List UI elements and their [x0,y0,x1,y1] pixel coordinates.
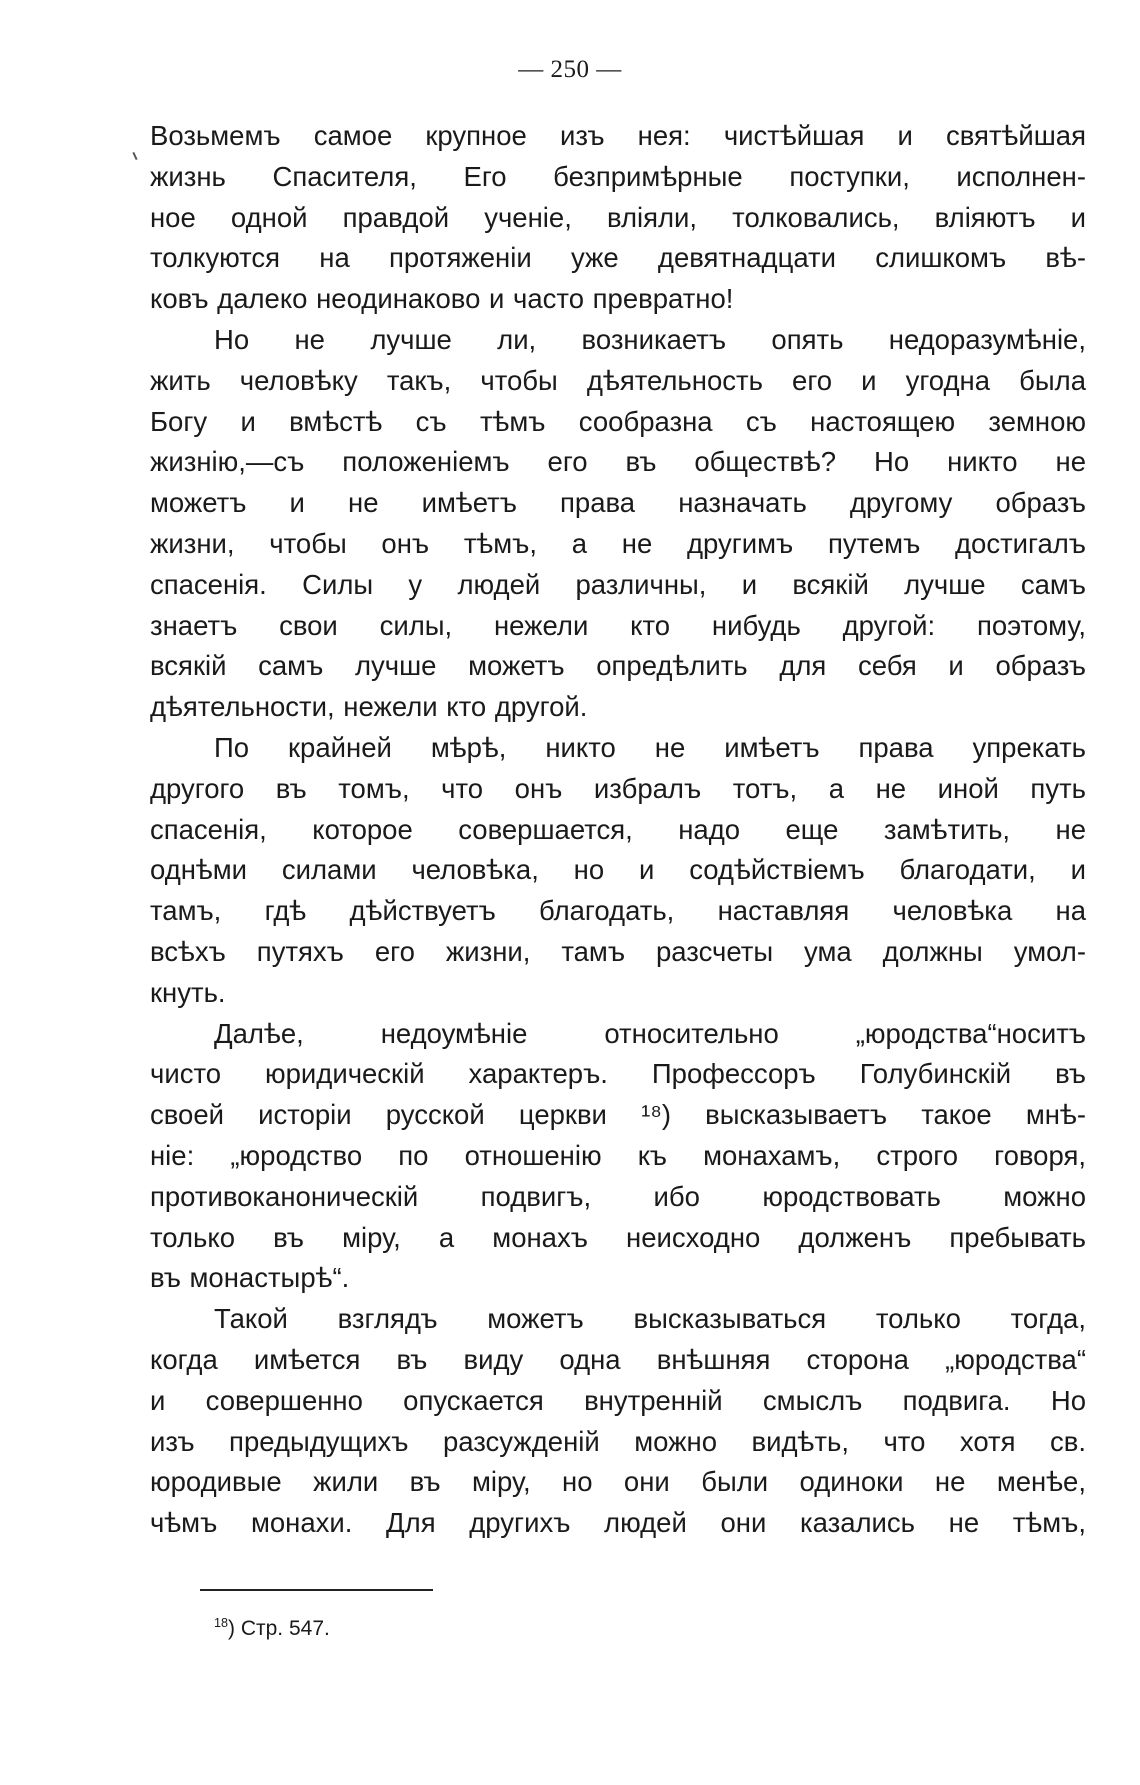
text-line: чисто юридическій характеръ. Профессоръ Голубинскій въ [150,1058,1086,1090]
text-line: жизнію,—съ положеніемъ его въ обществѣ? Но никто не [150,446,1086,478]
footnote [214,1617,330,1641]
text-line: когда имѣется въ виду одна внѣшняя сторона „юродства“ [150,1343,1086,1375]
text-line: Возьмемъ самое крупное изъ нея: чистѣйшая и святѣйшая [150,120,1086,151]
text-line: другого въ томъ, что онъ избралъ тотъ, а не иной путь [150,772,1086,804]
text-line: толкуются на протяженіи уже девятнадцати слишкомъ вѣ- [150,242,1086,274]
text-line: всѣхъ путяхъ его жизни, тамъ разсчеты ума должны умол- [150,935,1086,967]
text-line: противоканоническій подвигъ, ибо юродствовать можно [150,1180,1086,1212]
text-line: чѣмъ монахи. Для другихъ людей они казались не тѣмъ, [150,1507,1086,1539]
text-line: ковъ далеко неодинаково и часто превратно! [150,283,734,315]
text-line: ніе: „юродство по отношенію къ монахамъ, строго говоря, [150,1139,1086,1171]
footnote-text: ) Стр. 547. [228,1617,330,1640]
text-line: и совершенно опускается внутренній смыслъ подвига. Но [150,1384,1086,1416]
body-text [150,116,1086,1544]
text-line: Далѣе, недоумѣніе относительно „юродства“ноcитъ [214,1017,1086,1049]
footnote-rule [200,1589,433,1591]
text-line: ное одной правдой ученіе, вліяли, толковались, вліяютъ и [150,201,1086,233]
text-line: юродивые жили въ міру, но они были одиноки не менѣе, [150,1466,1086,1498]
text-line: Богу и вмѣстѣ съ тѣмъ сообразна съ настоящею земною [150,405,1086,437]
text-line: можетъ и не имѣетъ права назначать другому образъ [150,487,1086,519]
text-line: жизнь Спасителя, Его безпримѣрные поступки, исполнен- [150,160,1086,192]
stray-ink-mark [132,152,137,160]
page-number: — 250 — [518,56,622,83]
text-line: тамъ, гдѣ дѣйствуетъ благодать, наставляя человѣка на [150,895,1086,927]
text-line: Такой взглядъ можетъ высказываться только тогда, [214,1303,1086,1335]
text-line: изъ предыдущихъ разсужденій можно видѣть, что хотя св. [150,1425,1086,1457]
text-line: жить человѣку такъ, чтобы дѣятельность его и угодна была [150,364,1086,396]
text-line: спасенія. Силы у людей различны, и всякій лучше самъ [150,568,1086,600]
text-line: жизни, чтобы онъ тѣмъ, а не другимъ путемъ достигалъ [150,527,1086,559]
text-line: По крайней мѣрѣ, никто не имѣетъ права упрекать [214,731,1086,763]
text-line: кнуть. [150,976,226,1008]
text-line: дѣятельности, нежели кто другой. [150,691,588,723]
text-line: спасенія, которое совершается, надо еще замѣтить, не [150,813,1086,845]
text-line: Но не лучше ли, возникаетъ опять недоразумѣніе, [214,323,1086,355]
text-line: всякій самъ лучше можетъ опредѣлить для себя и образъ [150,650,1086,682]
text-line: своей исторіи русской церкви ¹⁸) высказываетъ такое мнѣ- [150,1099,1086,1131]
text-line: въ монастырѣ“. [150,1262,350,1294]
text-line: однѣми силами человѣка, но и содѣйствіемъ благодати, и [150,854,1086,886]
footnote-marker: 18 [214,1616,229,1630]
text-line: знаетъ свои силы, нежели кто нибудь другой: поэтому, [150,609,1086,641]
text-line: только въ міру, а монахъ неисходно долженъ пребывать [150,1221,1086,1253]
